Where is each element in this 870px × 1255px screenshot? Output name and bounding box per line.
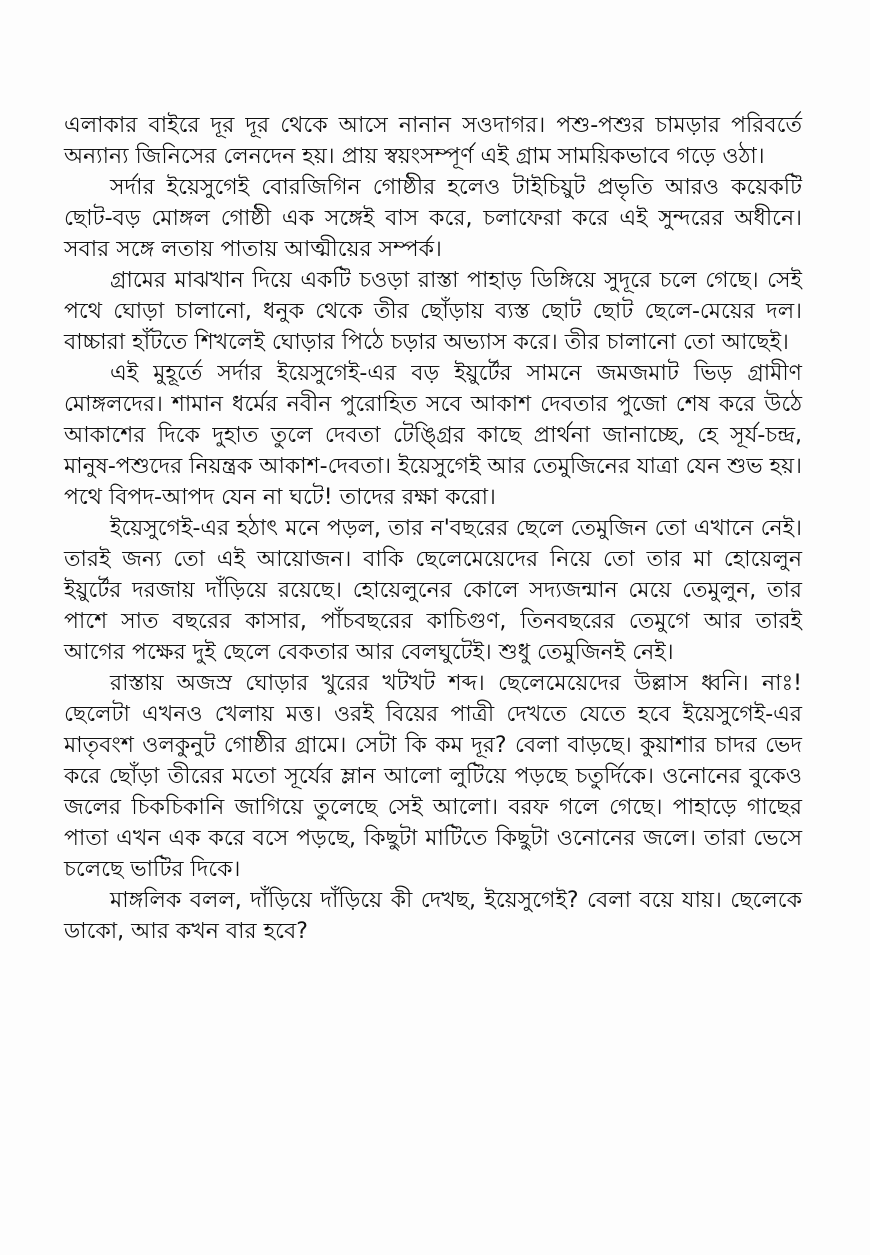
paragraph-6: রাস্তায় অজস্র ঘোড়ার খুরের খটখট শব্দ। ছেলেমেয়েদের উল্লাস ধ্বনি। নাঃ! ছেলেটা এখনও খেলায় মত্ত। ওরই বিয়ের পাত্রী দেখতে যেতে হবে ইয়েসুগেই-এর মাতৃবংশ ওলকুনুট গোষ্ঠীর গ্রামে। সেটা কি কম দূর? বেলা বাড়ছে। কুয়াশার চাদর ভেদ করে ছোঁড়া তীরের মতো সূর্যের ম্লান আলো লুটিয়ে পড়ছে চতুর্দিকে। ওনোনের বুকেও জলের চিকচিকানি জাগিয়ে তুলেছে সেই আলো। বরফ গলে গেছে। পাহাড়ে গাছের পাতা এখন এক করে বসে পড়ছে, কিছুটা মাটিতে কিছুটা ওনোনের জলে। তারা ভেসে চলেছে ভাটির দিকে। bbox=[64, 671, 802, 882]
body-text bbox=[64, 110, 802, 947]
paragraph-3: গ্রামের মাঝখান দিয়ে একটি চওড়া রাস্তা পাহাড় ডিঙ্গিয়ে সুদূরে চলে গেছে। সেই পথে ঘোড়া চালানো, ধনুক থেকে তীর ছোঁড়ায় ব্যস্ত ছোট ছোট ছেলে-মেয়ের দল। বাচ্চারা হাঁটতে শিখলেই ঘোড়ার পিঠে চড়ার অভ্যাস করে। তীর চালানো তো আছেই। bbox=[64, 268, 802, 355]
paragraph-7: মাঙ্গলিক বলল, দাঁড়িয়ে দাঁড়িয়ে কী দেখছ, ইয়েসুগেই? বেলা বয়ে যায়। ছেলেকে ডাকো, আর কখন বার হবে? bbox=[64, 888, 802, 944]
paragraph-4: এই মুহূর্তে সর্দার ইয়েসুগেই-এর বড় ইয়ুর্টের সামনে জমজমাট ভিড় গ্রামীণ মোঙ্গলদের। শামান ধর্মের নবীন পুরোহিত সবে আকাশ দেবতার পুজো শেষ করে উঠে আকাশের দিকে দুহাত তুলে দেবতা টেঙ্গ্রির কাছে প্রার্থনা জানাচ্ছে, হে সূর্য-চন্দ্র, মানুষ-পশুদের নিয়ন্ত্রক আকাশ-দেবতা। ইয়েসুগেই আর তেমুজিনের যাত্রা যেন শুভ হয়। পথে বিপদ-আপদ যেন না ঘটে! তাদের রক্ষা করো। bbox=[64, 361, 803, 510]
paragraph-1: এলাকার বাইরে দূর দূর থেকে আসে নানান সওদাগর। পশু-পশুর চামড়ার পরিবর্তে অন্যান্য জিনিসের লেনদেন হয়। প্রায় স্বয়ংসম্পূর্ণ এই গ্রাম সাময়িকভাবে গড়ে ওঠা। bbox=[64, 113, 802, 169]
paragraph-5: ইয়েসুগেই-এর হঠাৎ মনে পড়ল, তার ন'বছরের ছেলে তেমুজিন তো এখানে নেই। তারই জন্য তো এই আয়োজন। বাকি ছেলেমেয়েদের নিয়ে তো তার মা হোয়েলুন ইয়ুর্টের দরজায় দাঁড়িয়ে রয়েছে। হোয়েলুনের কোলে সদ্যজন্মান মেয়ে তেমুলুন, তার পাশে সাত বছরের কাসার, পাঁচবছরের কাচিগুণ, তিনবছরের তেমুগে আর তারই আগের পক্ষের দুই ছেলে বেকতার আর বেলঘুটেই। শুধু তেমুজিনই নেই। bbox=[64, 516, 802, 665]
paragraph-2: সর্দার ইয়েসুগেই বোরজিগিন গোষ্ঠীর হলেও টাইচিয়ুট প্রভৃতি আরও কয়েকটি ছোট-বড় মোঙ্গল গোষ্ঠী এক সঙ্গেই বাস করে, চলাফেরা করে এই সুন্দরের অধীনে। সবার সঙ্গে লতায় পাতায় আত্মীয়ের সম্পর্ক। bbox=[64, 175, 802, 262]
